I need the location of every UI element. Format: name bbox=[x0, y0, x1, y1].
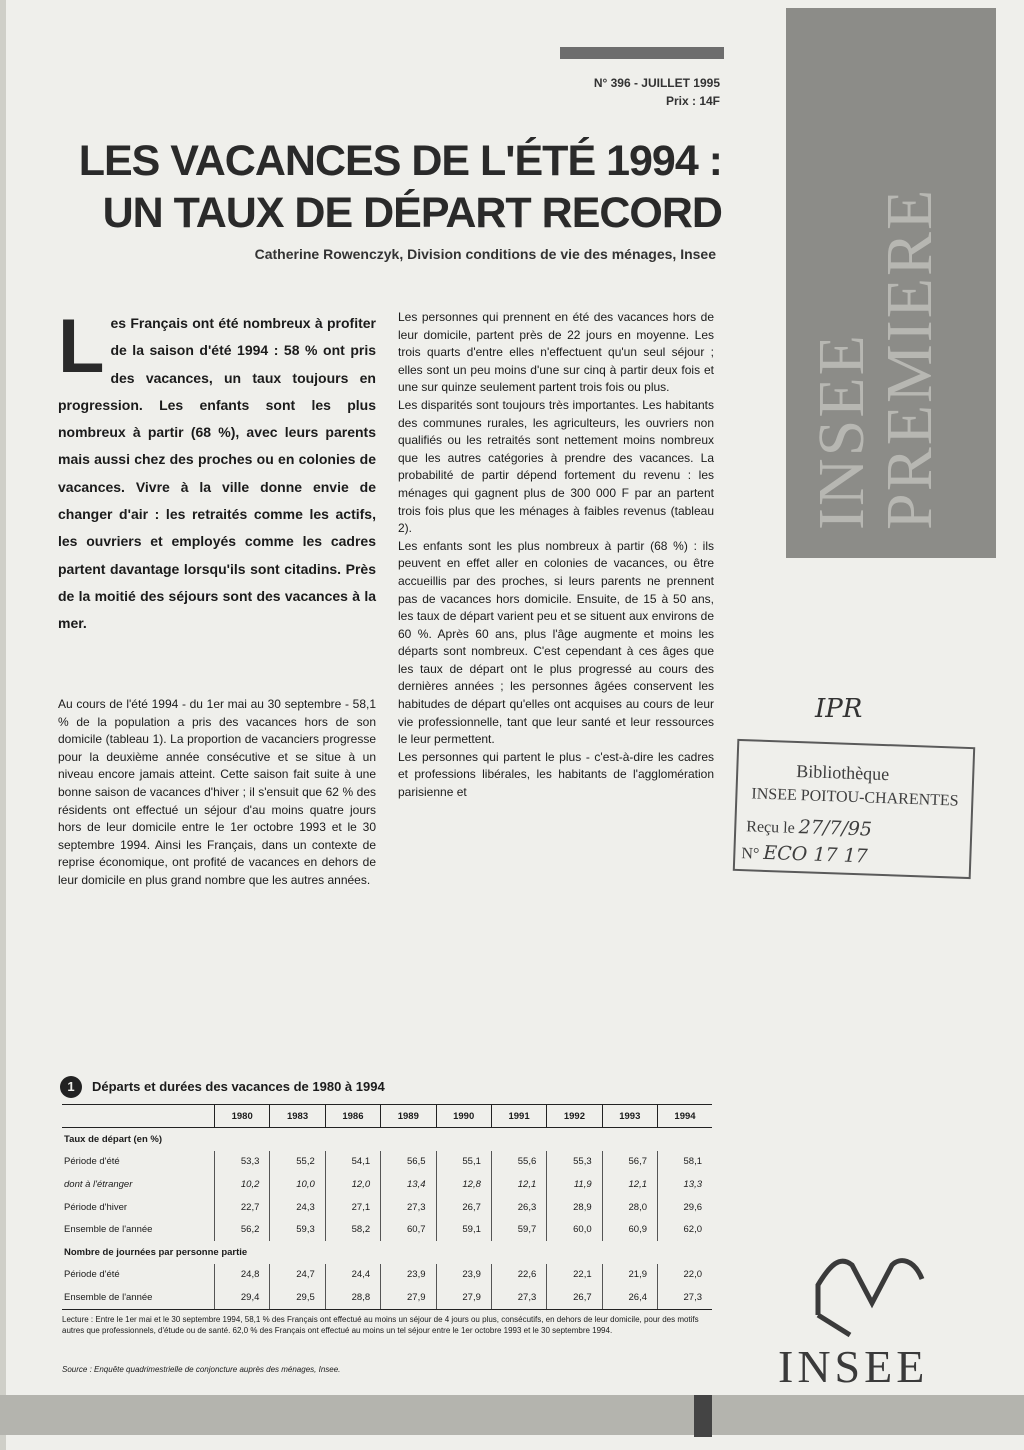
body-paragraph: Au cours de l'été 1994 - du 1er mai au 30 septembre - 58,1 % de la population a pris des vacances hors de son domicile (tableau 1). La proportion de vacanciers progresse pour la deuxième année consécutive et se situe à un niveau encore jamais atteint. Cette saison fait suite à une bonne saison de vacances d'hiver ; il s'ensuit que 62 % des résidents ont effectué un séjour d'au moins quatre jours hors de leur domicile entre le 1er octobre 1993 et le 30 septembre 1994. Ainsi les Français, dans un contexte de reprise économique, ont profité de vacances en dehors de leur domicile en plus grand nombre que les autres années. bbox=[58, 697, 376, 887]
handwritten-note: IPR bbox=[815, 694, 863, 724]
body-paragraph: Les disparités sont toujours très importantes. Les habitants des communes rurales, les agriculteurs, les ouvriers non qualifiés ou les retraités sont nettement moins nombreux que les autres catégories à prendre des vacances. La probabilité de partir dépend fortement du revenu : les ménages qui gagnent plus de 300 000 F par an partent trois fois plus que les ménages à faibles revenus (tableau 2). bbox=[398, 397, 714, 536]
stamp-number bbox=[741, 841, 868, 867]
table-year-header: 1993 bbox=[602, 1105, 657, 1128]
table-cell: 54,1 bbox=[325, 1151, 380, 1174]
table-cell: 27,9 bbox=[436, 1286, 491, 1309]
table-title: Départs et durées des vacances de 1980 à 1994 bbox=[92, 1079, 385, 1094]
drop-cap: L bbox=[58, 304, 105, 389]
table-cell: 22,6 bbox=[491, 1264, 546, 1287]
vacation-table bbox=[62, 1104, 712, 1310]
series-sidebar bbox=[786, 8, 996, 558]
table-row-label: Période d'hiver bbox=[64, 1201, 128, 1213]
table-cell: 59,1 bbox=[436, 1218, 491, 1241]
table-cell: 58,1 bbox=[658, 1151, 713, 1174]
table-cell: 59,3 bbox=[270, 1218, 325, 1241]
table-cell: 21,9 bbox=[602, 1264, 657, 1287]
stamp-received-date: 27/7/95 bbox=[798, 816, 873, 841]
table-cell: 58,2 bbox=[325, 1218, 380, 1241]
table-reading-note: Lecture : Entre le 1er mai et le 30 septembre 1994, 58,1 % des Français ont effectué au moins un séjour de 4 jours ou plus, consécutifs, en dehors de leur domicile, pour des motifs autres que professionnels, d'étude ou de santé. 62,0 % des Français ont effectué au moins un tel séjour entre le 1er octobre 1993 et le 30 septembre 1994. bbox=[62, 1315, 699, 1335]
author-line: Catherine Rowenczyk, Division conditions de vie des ménages, Insee bbox=[254, 246, 716, 262]
table-cell: 26,7 bbox=[547, 1286, 602, 1309]
table-section-label: Taux de départ (en %) bbox=[64, 1133, 163, 1145]
table-section-label: Nombre de journées par personne partie bbox=[64, 1246, 248, 1258]
footer-band bbox=[0, 1395, 1024, 1435]
table-cell: 24,4 bbox=[325, 1264, 380, 1287]
table-cell: 56,2 bbox=[215, 1218, 270, 1241]
table-cell: 24,8 bbox=[215, 1264, 270, 1287]
table-cell: 60,7 bbox=[381, 1218, 436, 1241]
lead-text: es Français ont été nombreux à profiter de la saison d'été 1994 : 58 % ont pris des vacances, un taux toujours en progression. Les enfants sont les plus nombreux à partir (68 %), avec leurs parents mais aussi chez des proches ou en colonies de vacances. Vivre à la ville donne envie de changer d'air : les retraités comme les actifs, les ouvriers et employés comme les cadres partent davantage lorsqu'ils sont citadins. Près de la moitié des séjours sont des vacances à la mer. bbox=[58, 315, 376, 632]
stamp-number-label: N° bbox=[741, 845, 760, 863]
table-cell: 27,3 bbox=[491, 1286, 546, 1309]
table-cell: 24,7 bbox=[270, 1264, 325, 1287]
table-row bbox=[62, 1196, 712, 1219]
title-line-2: UN TAUX DE DÉPART RECORD bbox=[102, 189, 722, 237]
table-year-header: 1980 bbox=[215, 1105, 270, 1128]
body-paragraph: Les personnes qui partent le plus - c'est-à-dire les cadres et professions libérales, les habitants de l'agglomération parisienne et bbox=[398, 749, 714, 800]
table-cell: 11,9 bbox=[547, 1173, 602, 1196]
table-row bbox=[62, 1173, 712, 1196]
table-cell: 56,7 bbox=[602, 1151, 657, 1174]
table-cell: 27,3 bbox=[381, 1196, 436, 1219]
stamp-institution: INSEE POITOU-CHARENTES bbox=[751, 785, 959, 810]
table-cell: 55,3 bbox=[547, 1151, 602, 1174]
stamp-number-value: ECO 17 17 bbox=[762, 841, 869, 868]
issue-info bbox=[520, 74, 720, 110]
table-cell: 62,0 bbox=[658, 1218, 713, 1241]
table-cell: 12,8 bbox=[436, 1173, 491, 1196]
table-cell: 22,0 bbox=[658, 1264, 713, 1287]
table-year-header: 1986 bbox=[325, 1105, 380, 1128]
table-cell: 53,3 bbox=[215, 1151, 270, 1174]
library-stamp bbox=[733, 739, 975, 879]
body-column-right bbox=[398, 309, 714, 802]
header-rule bbox=[560, 47, 724, 59]
table-row bbox=[62, 1286, 712, 1309]
table-caption bbox=[60, 1076, 385, 1098]
table-cell: 13,3 bbox=[658, 1173, 713, 1196]
table-cell: 28,8 bbox=[325, 1286, 380, 1309]
table-number-badge: 1 bbox=[60, 1076, 82, 1098]
table-cell: 27,3 bbox=[658, 1286, 713, 1309]
table-cell: 12,0 bbox=[325, 1173, 380, 1196]
table-row bbox=[62, 1264, 712, 1287]
table-cell: 29,5 bbox=[270, 1286, 325, 1309]
series-name-line-2: PREMIERE bbox=[873, 187, 946, 530]
table-cell: 59,7 bbox=[491, 1218, 546, 1241]
table-cell: 13,4 bbox=[381, 1173, 436, 1196]
table-cell: 55,6 bbox=[491, 1151, 546, 1174]
footer-mark bbox=[694, 1395, 712, 1437]
table-cell: 22,7 bbox=[215, 1196, 270, 1219]
table-row-label: Période d'été bbox=[64, 1156, 120, 1168]
stamp-library: Bibliothèque bbox=[795, 760, 890, 785]
table-cell: 26,4 bbox=[602, 1286, 657, 1309]
stamp-received bbox=[746, 814, 872, 840]
table-year-header: 1983 bbox=[270, 1105, 325, 1128]
table-cell: 24,3 bbox=[270, 1196, 325, 1219]
table-cell: 23,9 bbox=[436, 1264, 491, 1287]
body-paragraph: Les enfants sont les plus nombreux à partir (68 %) : ils peuvent en effet aller en colonies de vacances, ou être accueillis par des proches, si leurs parents ne prennent pas de vacances hors domicile. Ensuite, de 15 à 50 ans, les taux de départ varient peu et se situent aux environs de 60 %. Après 60 ans, plus l'âge augmente et moins les départs sont nombreux. C'est cependant à ces âges que les taux de départ ont le plus progressé au cours des dernières années ; les personnes âgées conservent les habitudes de départ qu'elles ont acquises au cours de leur vie professionnelle, tant que leur santé et leur ressources le leur permettent. bbox=[398, 538, 714, 747]
table-cell: 29,4 bbox=[215, 1286, 270, 1309]
table-cell: 60,9 bbox=[602, 1218, 657, 1241]
insee-logo-text: INSEE bbox=[778, 1341, 929, 1392]
table-year-header: 1994 bbox=[658, 1105, 713, 1128]
table-year-header: 1990 bbox=[436, 1105, 491, 1128]
table-cell: 55,2 bbox=[270, 1151, 325, 1174]
table-cell: 55,1 bbox=[436, 1151, 491, 1174]
table-row-label: Ensemble de l'année bbox=[62, 1286, 215, 1309]
series-name bbox=[786, 8, 996, 558]
table-row bbox=[62, 1151, 712, 1174]
table-cell: 27,9 bbox=[381, 1286, 436, 1309]
body-column-left bbox=[58, 696, 376, 890]
table-cell: 27,1 bbox=[325, 1196, 380, 1219]
table-cell: 12,1 bbox=[491, 1173, 546, 1196]
series-name-line-1: INSEE bbox=[805, 333, 878, 530]
table-cell: 23,9 bbox=[381, 1264, 436, 1287]
table-cell: 60,0 bbox=[547, 1218, 602, 1241]
table-cell: 22,1 bbox=[547, 1264, 602, 1287]
table-row-label: dont à l'étranger bbox=[64, 1178, 133, 1190]
stamp-received-label: Reçu le bbox=[746, 818, 796, 837]
table-header-row bbox=[62, 1105, 712, 1128]
body-paragraph: Les personnes qui prennent en été des vacances hors de leur domicile, partent près de 22 jours en moyenne. Les trois quarts d'entre elles n'effectuent qu'un seul séjour ; elles sont un peu moins d'une sur cinq à partir deux fois et une sur quinze seulement partent trois fois ou plus. bbox=[398, 310, 714, 395]
table-cell: 26,7 bbox=[436, 1196, 491, 1219]
title-line-1: LES VACANCES DE L'ÉTÉ 1994 : bbox=[78, 137, 722, 185]
table-source: Source : Enquête quadrimestrielle de conjoncture auprès des ménages, Insee. bbox=[62, 1365, 341, 1374]
table-row bbox=[62, 1218, 712, 1241]
table-section-row bbox=[62, 1128, 712, 1151]
table-cell: 10,2 bbox=[215, 1173, 270, 1196]
table-cell: 56,5 bbox=[381, 1151, 436, 1174]
issue-price: Prix : 14F bbox=[665, 94, 720, 108]
lead-paragraph bbox=[58, 304, 376, 638]
table-cell: 28,0 bbox=[602, 1196, 657, 1219]
table-cell: 28,9 bbox=[547, 1196, 602, 1219]
table-cell: 29,6 bbox=[658, 1196, 713, 1219]
table-section-row bbox=[62, 1241, 712, 1264]
page-edge bbox=[0, 0, 6, 1450]
table-cell: 26,3 bbox=[491, 1196, 546, 1219]
table-year-header: 1989 bbox=[381, 1105, 436, 1128]
table-cell: 12,1 bbox=[602, 1173, 657, 1196]
page-title bbox=[60, 135, 722, 239]
table-header-empty bbox=[62, 1105, 215, 1128]
table-year-header: 1991 bbox=[491, 1105, 546, 1128]
insee-logo-icon bbox=[800, 1245, 930, 1345]
table-row-label: Ensemble de l'année bbox=[64, 1224, 153, 1236]
table-year-header: 1992 bbox=[547, 1105, 602, 1128]
table-cell: 10,0 bbox=[270, 1173, 325, 1196]
issue-number: N° 396 - JUILLET 1995 bbox=[593, 76, 720, 90]
table-row-label: Période d'été bbox=[64, 1269, 120, 1281]
